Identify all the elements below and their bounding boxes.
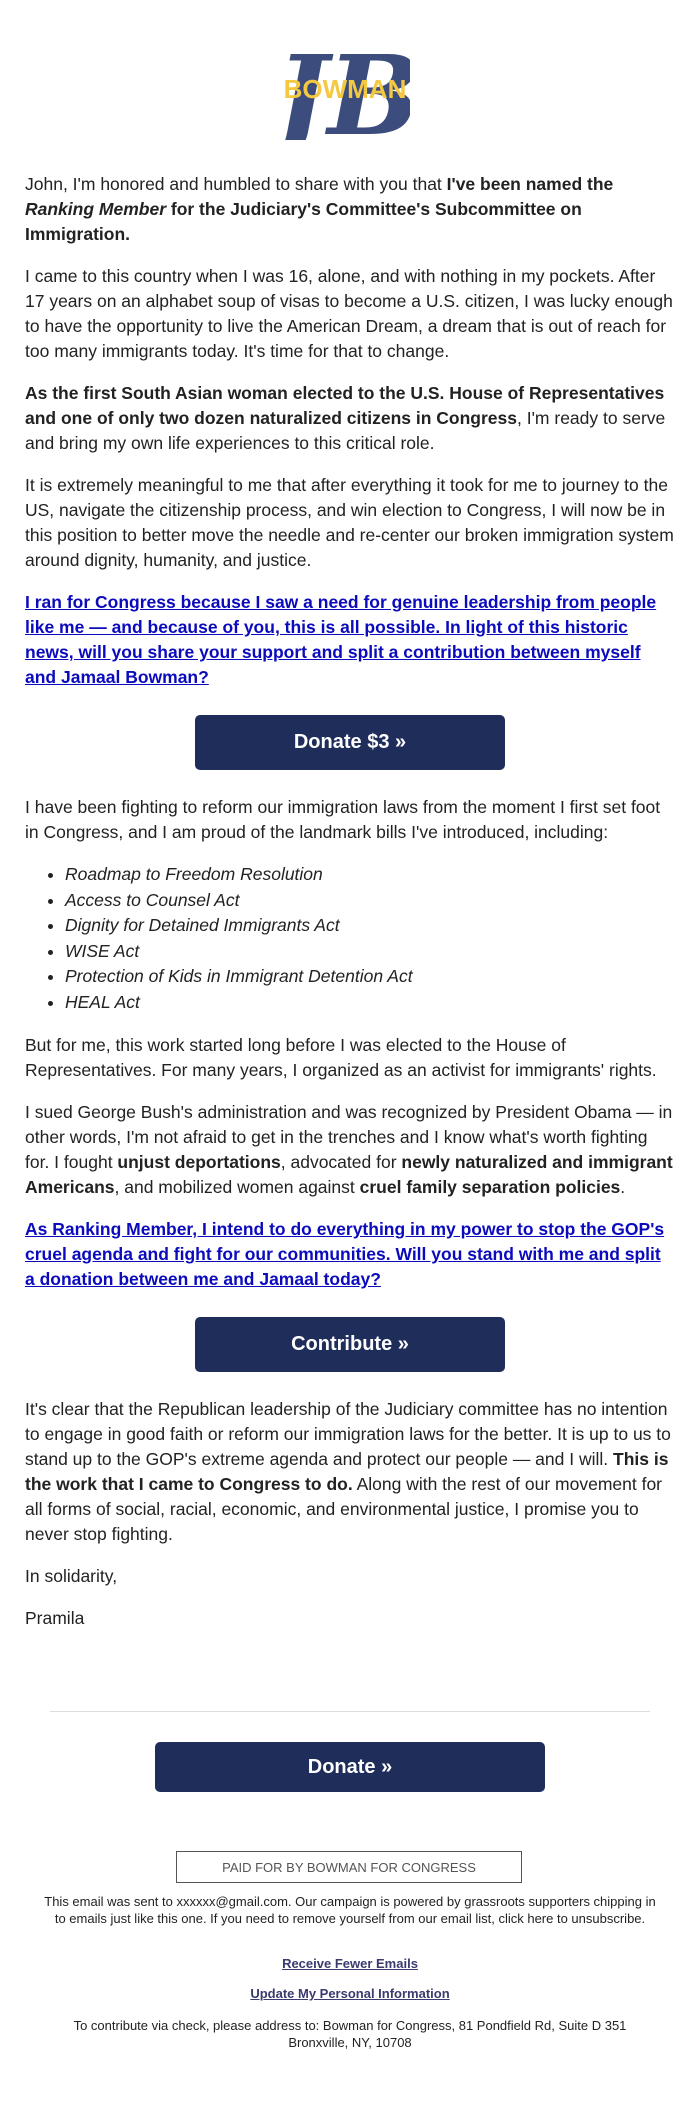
- update-personal-info-link[interactable]: Update My Personal Information: [250, 1986, 450, 2001]
- logo-wordmark: BOWMAN: [283, 74, 407, 104]
- paid-for-disclaimer: PAID FOR BY BOWMAN FOR CONGRESS: [176, 1851, 522, 1883]
- fighting-paragraph: I have been fighting to reform our immigration laws from the moment I first set foot in Congress, and I am proud of the landmark bills I've introduced, including:: [25, 797, 661, 842]
- email-body: [25, 172, 675, 1648]
- list-item: • HEAL Act: [65, 990, 675, 1016]
- bills-list: [25, 862, 675, 1015]
- closing: In solidarity,: [25, 1566, 118, 1586]
- signature: Pramila: [25, 1608, 85, 1628]
- bowman-logo: [280, 36, 410, 140]
- bush-paragraph: I sued George Bush's administration and was recognized by President Obama — in other words, I'm not afraid to get in the trenches and I know what's worth fighting for. I fought unjust deportations, advocated for newly naturalized and immigrant Americans, and mobilized women against cruel family separation policies.: [25, 1102, 673, 1197]
- footer-divider: [50, 1711, 650, 1712]
- first-south-asian-paragraph: As the first South Asian woman elected to the U.S. House of Representatives and one of only two dozen naturalized citizens in Congress, I'm ready to serve and bring my own life experiences to this critical role.: [25, 383, 666, 453]
- cta-link-split-contribution[interactable]: I ran for Congress because I saw a need for genuine leadership from people like me — and because of you, this is all possible. In light of this historic news, will you share your support and split a contribution between myself and Jamaal Bowman?: [25, 592, 657, 687]
- intro-paragraph: John, I'm honored and humbled to share with you that I've been named the Ranking Member for the Judiciary's Committee's Subcommittee on Immigration.: [25, 174, 614, 244]
- list-item: • Protection of Kids in Immigrant Detention Act: [65, 964, 675, 990]
- cta-link-2-wrap: [25, 1217, 675, 1292]
- meaningful-paragraph: It is extremely meaningful to me that after everything it took for me to journey to the US, navigate the citizenship process, and win election to Congress, I will now be in this position to better move the needle and re-center our broken immigration system around dignity, humanity, and justice.: [25, 475, 674, 570]
- footer-donate-button[interactable]: Donate »: [155, 1742, 545, 1792]
- list-item: • Dignity for Detained Immigrants Act: [65, 913, 675, 939]
- svg-text:JB: J: [280, 36, 328, 140]
- check-address-line-1: To contribute via check, please address to: Bowman for Congress, 81 Pondfield Rd, Suite D 351: [73, 2018, 627, 2033]
- story-paragraph: I came to this country when I was 16, alone, and with nothing in my pockets. After 17 years on an alphabet soup of visas to become a U.S. citizen, I was lucky enough to have the opportunity to live the American Dream, a dream that is out of reach for too many immigrants today. It's time for that to change.: [25, 266, 673, 361]
- receive-fewer-emails-link[interactable]: Receive Fewer Emails: [282, 1956, 418, 1971]
- activist-paragraph: But for me, this work started long before I was elected to the House of Representatives. For many years, I organized as an activist for immigrants' rights.: [25, 1035, 657, 1080]
- contribute-button[interactable]: Contribute »: [195, 1317, 505, 1372]
- republican-paragraph: It's clear that the Republican leadership of the Judiciary committee has no intention to engage in good faith or reform our immigration laws for the better. It is up to us to stand up to the GOP's extreme agenda and protect our people — and I will. This is the work that I came to Congress to do. Along with the rest of our movement for all forms of social, racial, economic, and environmental justice, I promise you to never stop fighting.: [25, 1399, 671, 1544]
- cta-link-1-wrap: [25, 590, 675, 690]
- list-item: • WISE Act: [65, 939, 675, 965]
- list-item: • Access to Counsel Act: [65, 888, 675, 914]
- email-notice: This email was sent to xxxxxx@gmail.com. Our campaign is powered by grassroots supporters chipping in to emails just like this one. If you need to remove yourself from our email list, click here to unsubscribe.: [44, 1894, 656, 1926]
- donate-3-button[interactable]: Donate $3 »: [195, 715, 505, 770]
- check-address-line-2: Bronxville, NY, 10708: [288, 2035, 412, 2050]
- list-item: • Roadmap to Freedom Resolution: [65, 862, 675, 888]
- cta-link-stand-with-me[interactable]: As Ranking Member, I intend to do everything in my power to stop the GOP's cruel agenda and fight for our communities. Will you stand with me and split a donation between me and Jamaal today?: [25, 1219, 665, 1289]
